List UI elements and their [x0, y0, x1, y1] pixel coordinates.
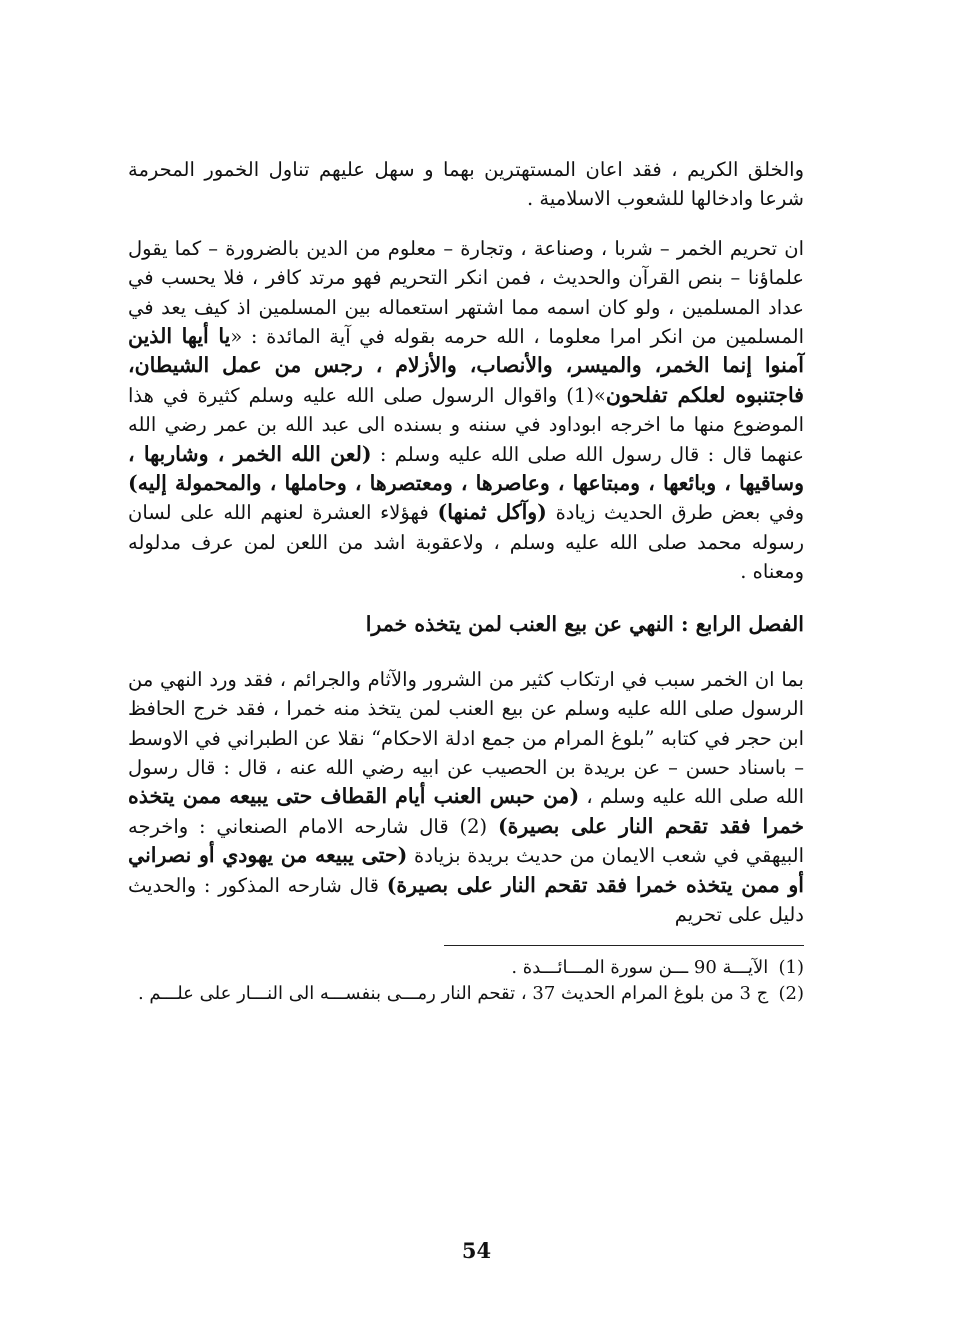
- paragraph-prohibition: [128, 234, 804, 587]
- paragraph-text: وفي بعض طرق الحديث زيادة: [546, 501, 804, 525]
- paragraph-text: (2) قال شارحه الامام الصنعاني : واخرجه البيهقي في شعب الايمان من حديث بريدة بزيادة: [128, 814, 804, 868]
- footnote-number: (2): [778, 983, 804, 1005]
- paragraph-text: فهؤلاء العشرة لعنهم الله على لسان رسوله محمد صلى الله عليه وسلم ، ولاعقوبة اشد من اللعن لمن عرف مدلوله ومعناه .: [128, 501, 804, 584]
- page-body: [128, 155, 804, 1008]
- footnote-item: [128, 982, 804, 1006]
- paragraph-text: ان تحريم الخمر – شربا ، وصناعة ، وتجارة – معلوم من الدين بالضرورة – كما يقول علماؤنا – بنص القرآن والحديث ، فمن انكر التحريم فهو مرتد كافر ، فلا يحسب في عداد المسلمين ، ولو كان اسمه مما اشتهر استعماله بين المسلمين اذ كيف يعد في المسلمين من انكر امرا معلوما ، الله حرمه بقوله في آية المائدة : «: [128, 236, 804, 349]
- paragraph-intro: [128, 155, 804, 214]
- hadith-addition: (وآكل ثمنها): [437, 500, 547, 525]
- section-heading: الفصل الرابع : النهي عن بيع العنب لمن يتخذه خمرا: [365, 611, 804, 636]
- footnote-text: الآيـــة 90 ـــن سورة المـــائـــدة .: [511, 957, 769, 979]
- quran-verse: يا أيها الذين آمنوا إنما الخمر، والميسر، والأنصاب، والأزلام ، رجس من عمل الشيطان، فاجتنبوه لعلكم تفلحون: [128, 324, 804, 407]
- paragraph-text: بما ان الخمر سبب في ارتكاب كثير من الشرور والآثام والجرائم ، فقد ورد النهي من الرسول صلى الله عليه وسلم عن بيع العنب لمن يتخذ منه خمرا ، فقد خرج الحافظ ابن حجر في كتابه ”بلوغ المرام من جمع ادلة الاحكام“ نقلا عن الطبراني في الاوسط – باسناد حسن – عن بريدة بن الحصيب عن ابيه رضي الله عنه ، قال : قال رسول الله صلى الله عليه وسلم ،: [128, 667, 804, 809]
- page-number: 54: [461, 1238, 492, 1263]
- hadith-quote: (من حبس العنب أيام القطاف حتى يبيعه ممن يتخذه خمرا فقد تقحم النار على بصيرة): [128, 784, 804, 838]
- footnote-divider: [444, 945, 804, 946]
- paragraph-text: »(1) واقوال الرسول صلى الله عليه وسلم كثيرة في هذا الموضوع منها ما اخرجه ابوداود في سننه و بسنده الى عبد الله بن عمر رضي الله عنهما قال : قال رسول الله صلى الله عليه وسلم :: [128, 383, 804, 466]
- footnote-text: ج 3 من بلوغ المرام الحديث 37 ، تقحم النار رمـــى بنفســـه الى النـــار على علـــم .: [137, 983, 769, 1005]
- footnote-number: (1): [778, 957, 804, 979]
- paragraph-text: قال شارحه المذكور : والحديث دليل على تحريم: [128, 873, 804, 926]
- paragraph-text: والخلق الكريم ، فقد اعان المستهترين بهما و سهل عليهم تناول الخمور المحرمة شرعا وادخالها للشعوب الاسلامية .: [128, 158, 804, 211]
- hadith-quote: (حتى يبيعه من يهودي أو نصراني أو ممن يتخذه خمرا فقد تقحم النار على بصيرة): [128, 843, 805, 897]
- footnotes: [128, 956, 804, 1006]
- footnote-item: [128, 956, 804, 980]
- paragraph-grapes: [128, 665, 804, 930]
- hadith-quote: (لعن الله الخمر ، وشاربها ، وساقيها ، وبائعها ، ومبتاعها ، وعاصرها ، ومعتصرها ، وحاملها ، والمحمولة إليه): [128, 441, 804, 496]
